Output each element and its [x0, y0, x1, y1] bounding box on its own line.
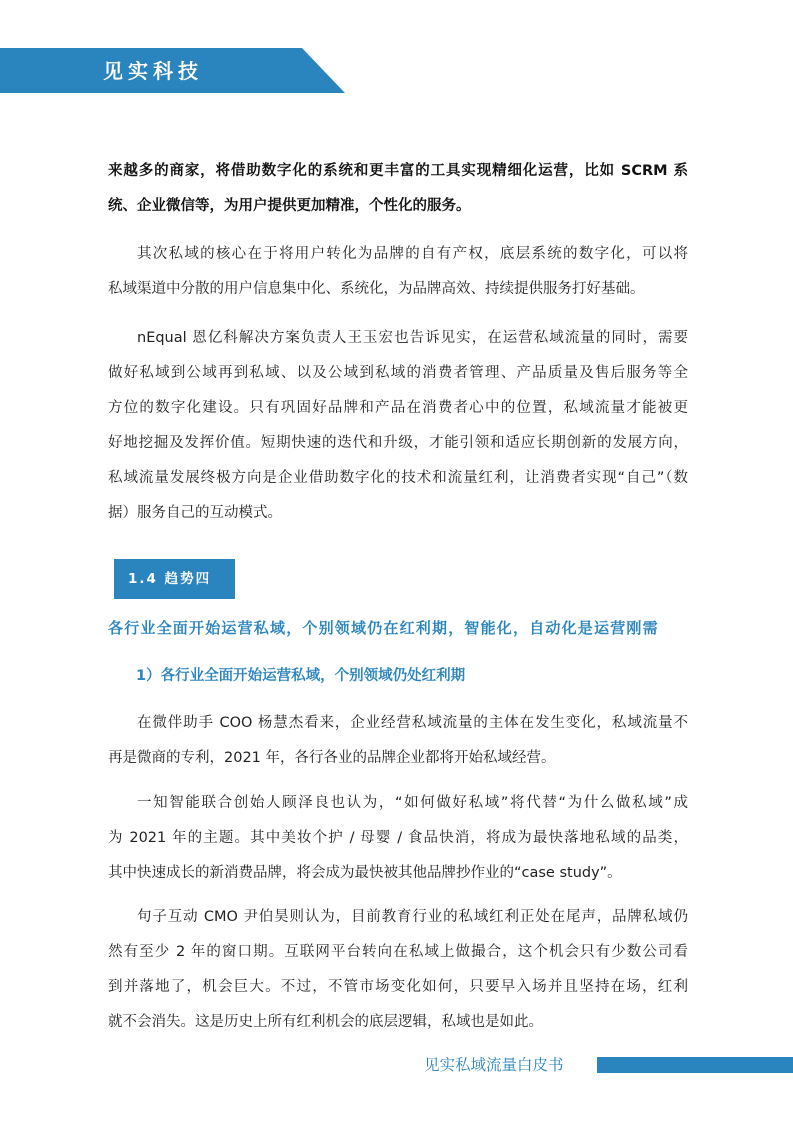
section-heading: 各行业全面开始运营私域，个别领域仍在红利期，智能化，自动化是运营刚需 [108, 619, 659, 637]
paragraph-line: 在微伴助手 COO 杨慧杰看来，企业经营私域流量的主体在发生变化，私域流量不 [137, 715, 688, 731]
header-title: 见实科技 [103, 59, 203, 83]
paragraph-line: 然有至少 2 年的窗口期。互联网平台转向在私域上做撮合，这个机会只有少数公司看 [108, 944, 688, 960]
paragraph-line: 为 2021 年的主题。其中美妆个护 / 母婴 / 食品快消，将成为最快落地私域的品类， [108, 830, 688, 846]
paragraph-yizhi [108, 786, 688, 891]
paragraph-line: 私域流量发展终极方向是企业借助数字化的技术和流量红利，让消费者实现“自己”（数 [108, 470, 688, 486]
paragraph-line: 其次私域的核心在于将用户转化为品牌的自有产权，底层系统的数字化，可以将 [137, 246, 688, 262]
paragraph-line: 一知智能联合创始人顾泽良也认为，“如何做好私域”将代替“为什么做私域”成 [137, 795, 688, 811]
paragraph-line: 据）服务自己的互动模式。 [108, 505, 282, 521]
subheading: 1）各行业全面开始运营私域，个别领域仍处红利期 [136, 668, 466, 684]
paragraph-line: 再是微商的专利，2021 年，各行各业的品牌企业都将开始私域经营。 [108, 750, 556, 766]
paragraph-core [108, 237, 688, 307]
paragraph-nequal [108, 321, 688, 531]
paragraph-line: 私域渠道中分散的用户信息集中化、系统化，为品牌高效、持续提供服务打好基础。 [108, 281, 645, 297]
paragraph-weiban [108, 706, 688, 776]
paragraph-line: 好地挖掘及发挥价值。短期快速的迭代和升级，才能引领和适应长期创新的发展方向， [108, 435, 688, 451]
paragraph-line: 做好私域到公域再到私域、以及公域到私域的消费者管理、产品质量及售后服务等全 [108, 365, 688, 381]
paragraph-line: 其中快速成长的新消费品牌，将会成为最快被其他品牌抄作业的“case study”。 [108, 865, 622, 881]
paragraph-line: 到并落地了，机会巨大。不过，不管市场变化如何，只要早入场并且坚持在场，红利 [108, 979, 688, 995]
paragraph-line: 句子互动 CMO 尹伯昊则认为，目前教育行业的私域红利正处在尾声，品牌私域仍 [137, 909, 688, 925]
paragraph-line: 就不会消失。这是历史上所有红利机会的底层逻辑，私域也是如此。 [108, 1014, 543, 1030]
footer-bar [597, 1057, 793, 1073]
footer-title: 见实私域流量白皮书 [424, 1056, 564, 1074]
paragraph-line: nEqual 恩亿科解决方案负责人王玉宏也告诉见实，在运营私域流量的同时，需要 [137, 330, 688, 346]
paragraph-intro [108, 154, 688, 224]
section-badge: 1.4 趋势四 [114, 559, 235, 599]
paragraph-line: 方位的数字化建设。只有巩固好品牌和产品在消费者心中的位置，私域流量才能被更 [108, 400, 688, 416]
paragraph-juzi [108, 900, 688, 1040]
paragraph-line: 统、企业微信等，为用户提供更加精准，个性化的服务。 [108, 198, 471, 214]
paragraph-line: 来越多的商家，将借助数字化的系统和更丰富的工具实现精细化运营，比如 SCRM 系 [108, 163, 688, 179]
